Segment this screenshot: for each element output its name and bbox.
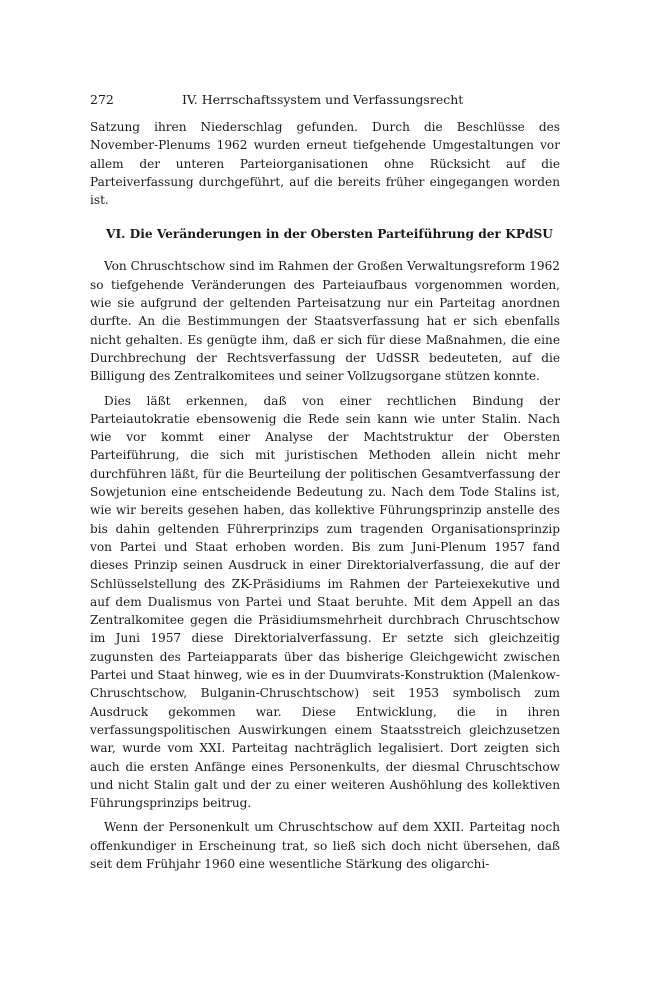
page-header <box>90 92 560 107</box>
page-number: 272 <box>90 92 114 107</box>
paragraph: Dies läßt erkennen, daß von einer rechtlichen Bindung der Parteiautokratie ebensowenig die Rede sein kann wie unter Stalin. Nach wie vor kommt einer Analyse der Machtstruktur der Obersten Parteiführung, die sich mit juristischen Methoden allein nicht mehr durchführen läßt, für die Beurteilung der politischen Gesamtverfassung der Sowjetunion eine entscheidende Bedeutung zu. Nach dem Tode Stalins ist, wie wir bereits gesehen haben, das kollektive Führungsprinzip anstelle des bis dahin geltenden Führerprinzips zum tragenden Organisationsprinzip von Partei und Staat erhoben worden. Bis zum Juni-Plenum 1957 fand dieses Prinzip seinen Ausdruck in einer Direktorialverfassung, die auf der Schlüsselstellung des ZK-Präsidiums im Rahmen der Parteiexekutive und auf dem Dualismus von Partei und Staat beruhte. Mit dem Appell an das Zentralkomitee gegen die Präsidiumsmehrheit durchbrach Chruschtschow im Juni 1957 diese Direktorialverfassung. Er setzte sich gleichzeitig zugunsten des Parteiapparats über das bisherige Gleichgewicht zwischen Partei und Staat hinweg, wie es in der Duumvirats-Konstruktion (Malenkow-Chruschtschow, Bulganin-Chruschtschow) seit 1953 symbolisch zum Ausdruck gekommen war. Diese Entwicklung, die in ihren verfassungspolitischen Auswirkungen einem Staatsstreich gleichzusetzen war, wurde vom XXI. Parteitag nachträglich legalisiert. Dort zeigten sich auch die ersten Anfänge eines Personenkults, der diesmal Chruschtschow und nicht Stalin galt und der zu einer weiteren Aushöhlung des kollektiven Führungsprinzips beitrug. <box>90 393 560 811</box>
section-heading: VI. Die Veränderungen in der Obersten Parteiführung der KPdSU <box>106 227 553 242</box>
paragraph: Wenn der Personenkult um Chruschtschow auf dem XXII. Parteitag noch offenkundiger in Erscheinung trat, so ließ sich doch nicht übersehen, daß seit dem Frühjahr 1960 eine wesentliche Stärkung des oligarchi- <box>90 820 560 871</box>
paragraph-continuation: Satzung ihren Niederschlag gefunden. Durch die Beschlüsse des November-Plenums 1962 wurden erneut tiefgehende Umgestaltungen vor allem der unteren Parteiorganisationen ohne Rücksicht auf die Parteiverfassung durchgeführt, auf die bereits früher eingegangen worden ist. <box>90 120 560 208</box>
document-page <box>90 92 560 873</box>
paragraph: Von Chruschtschow sind im Rahmen der Großen Verwaltungsreform 1962 so tiefgehende Veränderungen des Parteiaufbaus vorgenommen worden, wie sie aufgrund der geltenden Parteisatzung nur ein Parteitag anordnen durfte. An die Bestimmungen der Staatsverfassung hat er sich ebenfalls nicht gehalten. Es genügte ihm, daß er sich für diese Maßnahmen, die eine Durchbrechung der Rechtsverfassung der UdSSR bedeuteten, auf die Billigung des Zentralkomitees und seiner Vollzugsorgane stützen konnte. <box>90 259 560 384</box>
running-head: IV. Herrschaftssystem und Verfassungsrecht <box>182 92 464 107</box>
